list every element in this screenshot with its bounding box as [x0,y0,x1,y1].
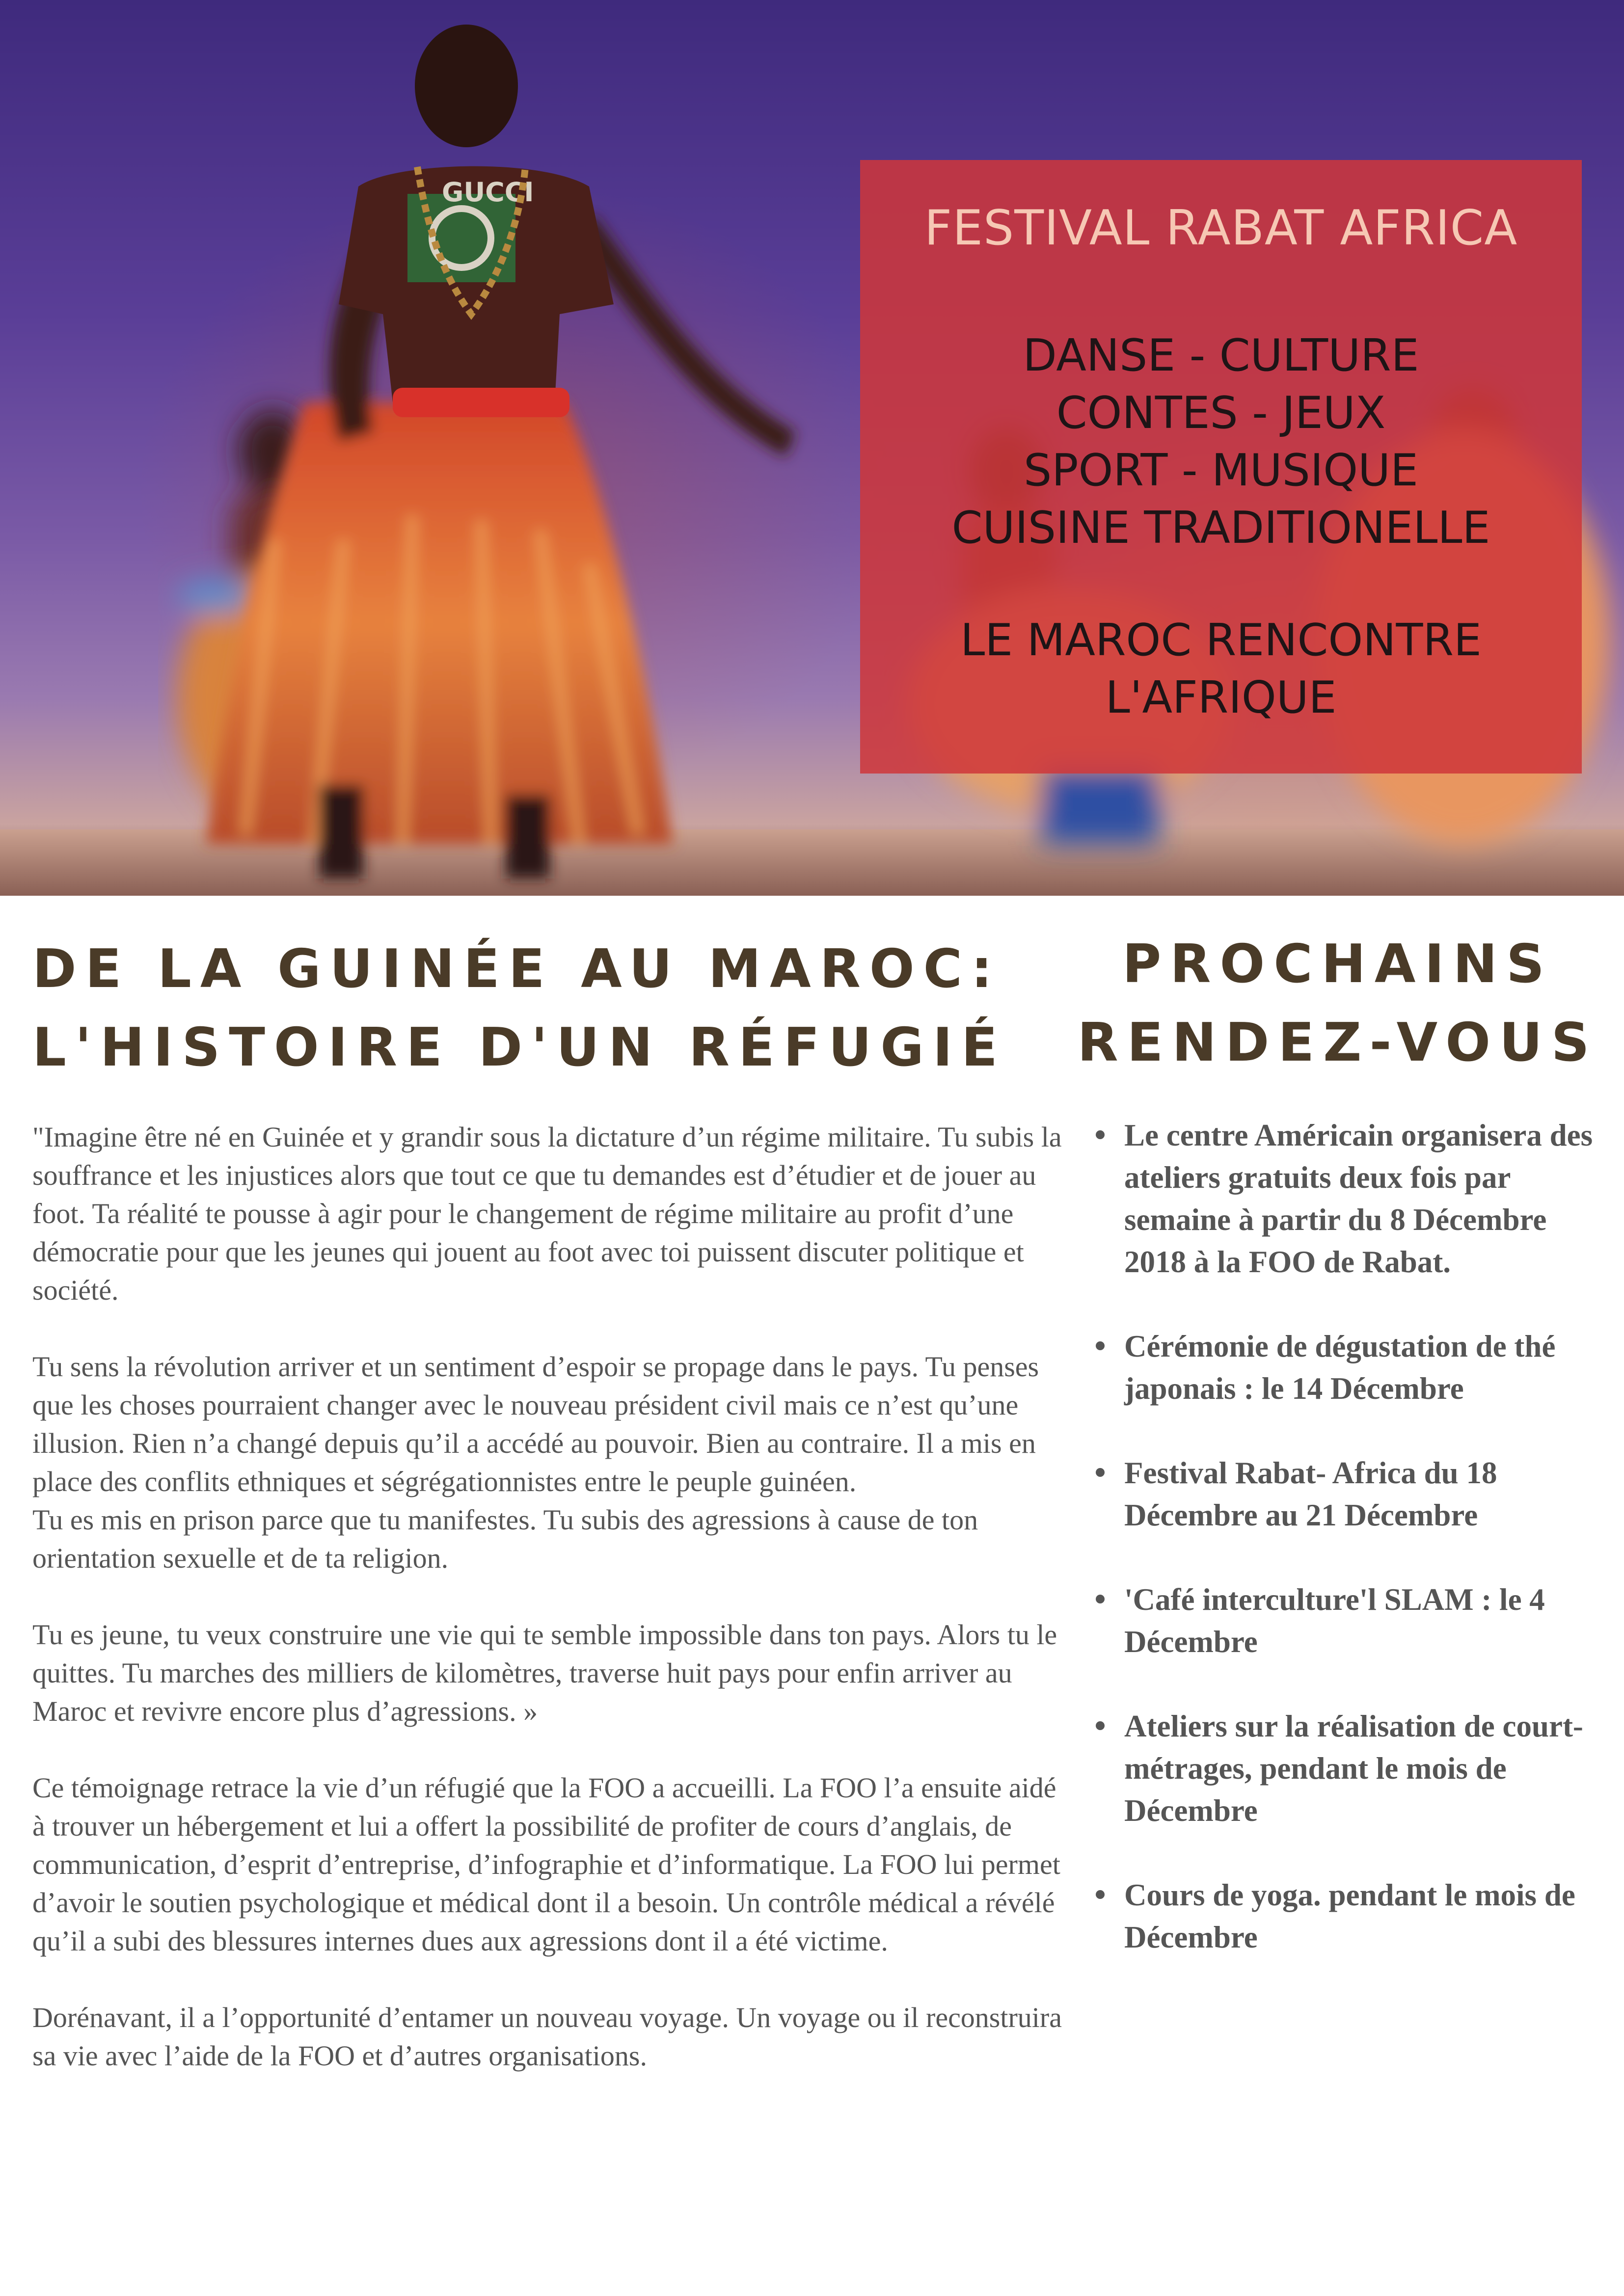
event-text: Le centre Américain organisera des ateliers gratuits deux fois par semaine à partir du 8 Décembre 2018 à la FOO de Rabat. [1124,1118,1593,1279]
article-paragraph: "Imagine être né en Guinée et y grandir sous la dictature d’un régime militaire. Tu subis la souffrance et les injustices alors que tout ce que tu demandes est d’étudier et de jouer au foot. Ta réalité te pousse à agir pour le changement de régime militaire au profit d’une démocratie pour que les jeunes qui jouent au foot avec toi puissent discuter politique et société. [32,1121,1062,1306]
article-body [32,1118,1063,2113]
article-title-line: DE LA GUINÉE AU MAROC: [32,938,1001,1000]
sidebar-title-line: RENDEZ-VOUS [1077,1012,1598,1073]
sidebar-title-line: PROCHAINS [1122,934,1553,995]
shirt-logo-text: GUCCI [442,177,534,208]
article-paragraph: Tu es mis en prison parce que tu manifestes. Tu subis des agressions à cause de ton orientation sexuelle et de ta religion. [32,1504,978,1574]
sidebar-title [1060,925,1615,1082]
article-paragraph: Tu sens la révolution arriver et un sentiment d’espoir se propage dans le pays. Tu penses que les choses pourraient changer avec le nouveau président civil mais ce n’est qu’une illusion. Rien n’a changé depuis qu’il a accédé au pouvoir. Bien au contraire. Il a mis en place des conflits ethniques et ségrégationnistes entre le peuple guinéen. [32,1351,1039,1497]
event-item [1092,1325,1603,1410]
event-item [1092,1705,1603,1832]
event-item [1092,1452,1603,1536]
article-paragraph: Tu es jeune, tu veux construire une vie qui te semble impossible dans ton pays. Alors tu le quittes. Tu marches des milliers de kilomètres, traverse huit pays pour enfin arriver au Maroc et revivre encore plus d’agressions. » [32,1619,1057,1727]
article-paragraph: Ce témoignage retrace la vie d’un réfugié que la FOO a accueilli. La FOO l’a ensuite aidé à trouver un hébergement et lui a offert la possibilité de profiter de cours d’anglais, de communication, d’esprit d’entreprise, d’infographie et d’informatique. La FOO lui permet d’avoir le soutien psychologique et médical dont il a besoin. Un contrôle médical a révélé qu’il a subi des blessures internes dues aux agressions dont il a été victime. [32,1772,1060,1957]
festival-activities [860,327,1582,557]
event-text: Cérémonie de dégustation de thé japonais : le 14 Décembre [1124,1329,1556,1406]
bullet-icon [1096,1595,1105,1603]
festival-info-box [860,160,1582,774]
bullet-icon [1096,1890,1105,1899]
event-text: 'Café interculture'l SLAM : le 4 Décembre [1124,1582,1545,1659]
activity-line: SPORT - MUSIQUE [1024,445,1418,496]
festival-tagline [860,612,1582,726]
event-text: Festival Rabat- Africa du 18 Décembre au 21 Décembre [1124,1456,1497,1532]
festival-title: FESTIVAL RABAT AFRICA [924,200,1518,256]
article-title-line: L'HISTOIRE D'UN RÉFUGIÉ [32,1017,1006,1078]
event-item [1092,1578,1603,1663]
activity-line: DANSE - CULTURE [1023,330,1419,381]
article-title [32,930,1014,1087]
main-dancer [206,25,795,879]
bullet-icon [1096,1341,1105,1350]
upcoming-events-list [1092,1114,1603,2001]
activity-line: CONTES - JEUX [1056,387,1386,439]
article-paragraph: Dorénavant, il a l’opportunité d’entamer un nouveau voyage. Un voyage ou il reconstruira sa vie avec l’aide de la FOO et d’autres organisations. [32,2002,1062,2072]
tagline-line: LE MAROC RENCONTRE [960,614,1482,666]
bullet-icon [1096,1468,1105,1477]
event-item [1092,1874,1603,1958]
activity-line: CUISINE TRADITIONELLE [951,502,1490,554]
event-text: Ateliers sur la réalisation de court-métrages, pendant le mois de Décembre [1124,1709,1583,1828]
hero-photo [0,0,1624,896]
bullet-icon [1096,1130,1105,1139]
tagline-line: L'AFRIQUE [1105,672,1337,723]
event-text: Cours de yoga. pendant le mois de Décembre [1124,1878,1575,1954]
event-item [1092,1114,1603,1283]
bullet-icon [1096,1721,1105,1730]
